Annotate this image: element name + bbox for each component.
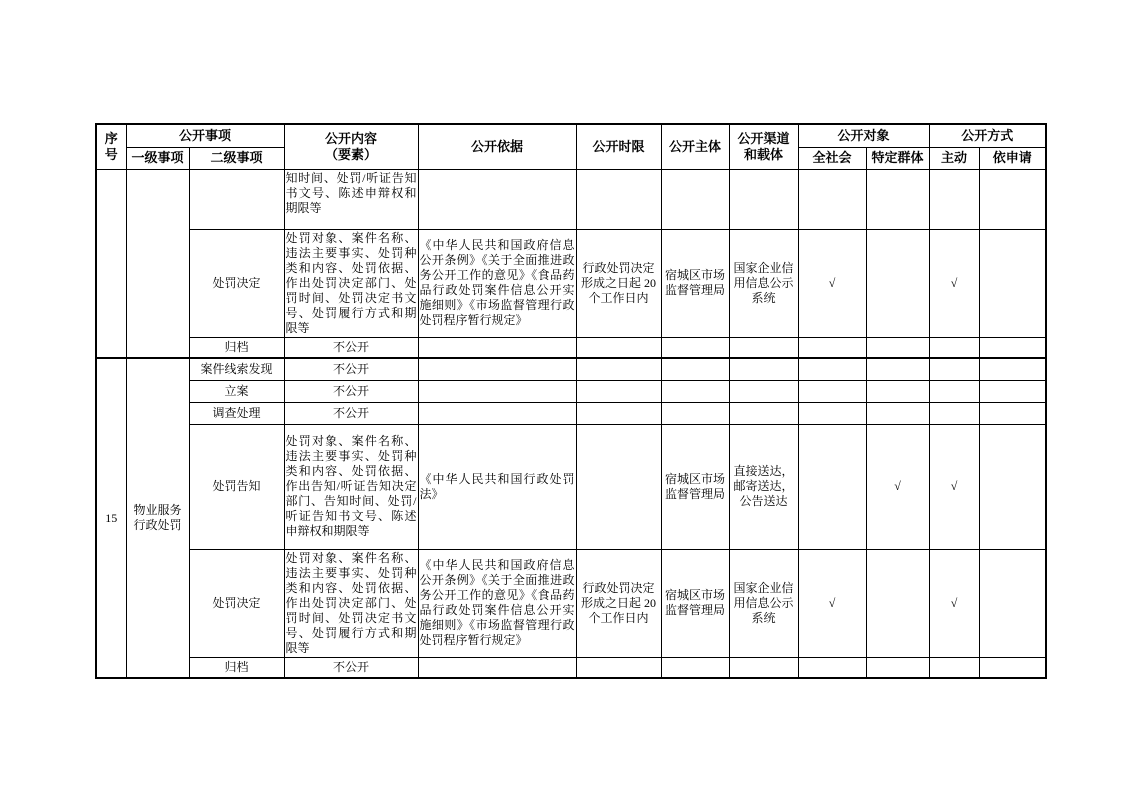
cell-content: 处罚对象、案件名称、违法主要事实、处罚种类和内容、处罚依据、作出处罚决定部门、处罚时间、处罚决定书文号、处罚履行方式和期限等 xyxy=(284,229,418,337)
cell-method-active-mark xyxy=(929,169,979,229)
header-audience-public: 全社会 xyxy=(798,147,866,169)
header-disclosure-content: 公开内容 （要素） xyxy=(284,124,418,169)
cell-audience-specific-mark: √ xyxy=(866,424,929,549)
cell-time-limit xyxy=(576,380,661,402)
cell-audience-public-mark xyxy=(798,657,866,678)
cell-time-limit xyxy=(576,657,661,678)
row-investigation xyxy=(96,402,1046,424)
row-filing xyxy=(96,380,1046,402)
header-disclosure-method: 公开方式 xyxy=(929,124,1046,147)
cell-level2-item: 调查处理 xyxy=(189,402,284,424)
cell-audience-specific-mark xyxy=(866,549,929,657)
header-disclosure-basis: 公开依据 xyxy=(418,124,576,169)
cell-method-active-mark xyxy=(929,337,979,358)
disclosure-table-wrapper xyxy=(95,123,1047,679)
cell-serial-g15: 15 xyxy=(96,358,126,678)
header-level2-item: 二级事项 xyxy=(189,147,284,169)
cell-time-limit xyxy=(576,169,661,229)
cell-serial-g14 xyxy=(96,169,126,358)
cell-basis: 《中华人民共和国行政处罚法》 xyxy=(418,424,576,549)
cell-level2-item: 归档 xyxy=(189,657,284,678)
cell-time-limit xyxy=(576,358,661,380)
cell-level1-item-g15: 物业服务行政处罚 xyxy=(126,358,189,678)
cell-audience-public-mark: √ xyxy=(798,229,866,337)
header-method-active: 主动 xyxy=(929,147,979,169)
cell-audience-specific-mark xyxy=(866,358,929,380)
cell-audience-specific-mark xyxy=(866,229,929,337)
header-row-1 xyxy=(96,124,1046,147)
cell-method-active-mark xyxy=(929,402,979,424)
cell-time-limit: 行政处罚决定形成之日起 20 个工作日内 xyxy=(576,229,661,337)
cell-subject: 宿城区市场监督管理局 xyxy=(661,424,729,549)
cell-channel xyxy=(729,402,798,424)
cell-subject xyxy=(661,402,729,424)
cell-method-request-mark xyxy=(979,229,1046,337)
cell-content: 不公开 xyxy=(284,402,418,424)
cell-method-request-mark xyxy=(979,358,1046,380)
cell-time-limit xyxy=(576,424,661,549)
cell-audience-specific-mark xyxy=(866,169,929,229)
header-audience-specific: 特定群体 xyxy=(866,147,929,169)
cell-level2-item: 处罚决定 xyxy=(189,229,284,337)
cell-basis xyxy=(418,337,576,358)
cell-method-active-mark xyxy=(929,657,979,678)
row-penalty-notice xyxy=(96,424,1046,549)
cell-subject xyxy=(661,169,729,229)
cell-channel xyxy=(729,657,798,678)
row-case-clue xyxy=(96,358,1046,380)
cell-content: 不公开 xyxy=(284,358,418,380)
row-archive-g15 xyxy=(96,657,1046,678)
row-continuation xyxy=(96,169,1046,229)
cell-channel xyxy=(729,380,798,402)
header-disclosure-audience: 公开对象 xyxy=(798,124,929,147)
cell-method-active-mark xyxy=(929,380,979,402)
cell-basis xyxy=(418,358,576,380)
cell-audience-public-mark xyxy=(798,424,866,549)
cell-method-active-mark: √ xyxy=(929,549,979,657)
cell-audience-specific-mark xyxy=(866,657,929,678)
cell-channel: 直接送达，邮寄送达，公告送达 xyxy=(729,424,798,549)
cell-subject: 宿城区市场监督管理局 xyxy=(661,229,729,337)
cell-method-active-mark xyxy=(929,358,979,380)
cell-method-active-mark: √ xyxy=(929,229,979,337)
row-penalty-decision-g14 xyxy=(96,229,1046,337)
cell-channel: 国家企业信用信息公示系统 xyxy=(729,549,798,657)
row-penalty-decision-g15 xyxy=(96,549,1046,657)
cell-basis xyxy=(418,380,576,402)
cell-time-limit xyxy=(576,402,661,424)
cell-subject xyxy=(661,337,729,358)
cell-basis xyxy=(418,657,576,678)
header-serial-number: 序 号 xyxy=(96,124,126,169)
cell-level2-item: 处罚决定 xyxy=(189,549,284,657)
cell-audience-public-mark: √ xyxy=(798,549,866,657)
cell-method-request-mark xyxy=(979,169,1046,229)
cell-content: 不公开 xyxy=(284,380,418,402)
cell-audience-public-mark xyxy=(798,380,866,402)
cell-content: 处罚对象、案件名称、违法主要事实、处罚种类和内容、处罚依据、作出处罚决定部门、处罚时间、处罚决定书文号、处罚履行方式和期限等 xyxy=(284,549,418,657)
cell-basis: 《中华人民共和国政府信息公开条例》《关于全面推进政务公开工作的意见》《食品药品行政处罚案件信息公开实施细则》《市场监督管理行政处罚程序暂行规定》 xyxy=(418,549,576,657)
cell-subject xyxy=(661,358,729,380)
cell-method-active-mark: √ xyxy=(929,424,979,549)
cell-time-limit xyxy=(576,337,661,358)
cell-level2-item: 归档 xyxy=(189,337,284,358)
cell-channel xyxy=(729,337,798,358)
cell-subject xyxy=(661,657,729,678)
cell-basis xyxy=(418,169,576,229)
cell-basis: 《中华人民共和国政府信息公开条例》《关于全面推进政务公开工作的意见》《食品药品行政处罚案件信息公开实施细则》《市场监督管理行政处罚程序暂行规定》 xyxy=(418,229,576,337)
cell-subject: 宿城区市场监督管理局 xyxy=(661,549,729,657)
cell-content: 知时间、处罚/听证告知书文号、陈述申辩权和期限等 xyxy=(284,169,418,229)
cell-audience-public-mark xyxy=(798,169,866,229)
cell-audience-public-mark xyxy=(798,337,866,358)
cell-method-request-mark xyxy=(979,549,1046,657)
cell-level2-item: 立案 xyxy=(189,380,284,402)
cell-method-request-mark xyxy=(979,424,1046,549)
disclosure-items-table xyxy=(95,123,1047,679)
cell-audience-public-mark xyxy=(798,358,866,380)
cell-level2-item: 案件线索发现 xyxy=(189,358,284,380)
cell-time-limit: 行政处罚决定形成之日起 20 个工作日内 xyxy=(576,549,661,657)
cell-content: 不公开 xyxy=(284,657,418,678)
header-disclosure-subject: 公开主体 xyxy=(661,124,729,169)
cell-level2-item xyxy=(189,169,284,229)
cell-content: 处罚对象、案件名称、违法主要事实、处罚种类和内容、处罚依据、作出告知/听证告知决定部门、告知时间、处罚/听证告知书文号、陈述申辩权和期限等 xyxy=(284,424,418,549)
cell-level2-item: 处罚告知 xyxy=(189,424,284,549)
cell-method-request-mark xyxy=(979,657,1046,678)
cell-channel: 国家企业信用信息公示系统 xyxy=(729,229,798,337)
cell-subject xyxy=(661,380,729,402)
header-disclosure-item: 公开事项 xyxy=(126,124,284,147)
header-level1-item: 一级事项 xyxy=(126,147,189,169)
cell-level1-item-g14 xyxy=(126,169,189,358)
cell-channel xyxy=(729,169,798,229)
cell-method-request-mark xyxy=(979,402,1046,424)
header-disclosure-channel: 公开渠道 和载体 xyxy=(729,124,798,169)
cell-audience-specific-mark xyxy=(866,380,929,402)
cell-content: 不公开 xyxy=(284,337,418,358)
cell-method-request-mark xyxy=(979,380,1046,402)
cell-channel xyxy=(729,358,798,380)
header-disclosure-time-limit: 公开时限 xyxy=(576,124,661,169)
cell-audience-specific-mark xyxy=(866,337,929,358)
row-archive-g14 xyxy=(96,337,1046,358)
header-method-on-request: 依申请 xyxy=(979,147,1046,169)
cell-audience-public-mark xyxy=(798,402,866,424)
cell-basis xyxy=(418,402,576,424)
cell-method-request-mark xyxy=(979,337,1046,358)
cell-audience-specific-mark xyxy=(866,402,929,424)
